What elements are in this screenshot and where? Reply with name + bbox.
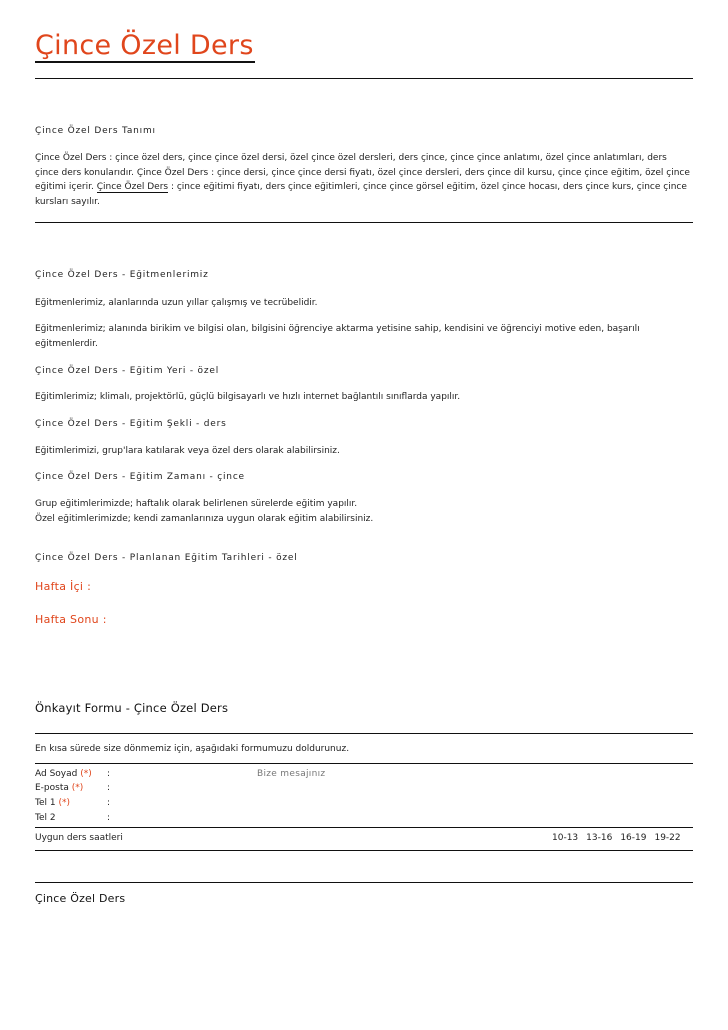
form-title: Önkayıt Formu - Çince Özel Ders xyxy=(35,701,229,715)
schedule-heading: Çince Özel Ders - Planlanan Eğitim Tarihleri - özel xyxy=(35,553,298,563)
place-text: Eğitimlerimiz; klimalı, projektörlü, güçlü bilgisayarlı ve hızlı internet bağlantılı sınıflarda yapılır. xyxy=(35,392,461,402)
divider xyxy=(35,78,693,79)
form-intro: En kısa sürede size dönmemiz için, aşağıdaki formumuzu doldurunuz. xyxy=(35,744,350,754)
tel2-label: Tel 2 xyxy=(35,813,56,823)
name-field[interactable] xyxy=(35,769,117,779)
colon: : xyxy=(107,769,111,779)
format-heading: Çince Özel Ders - Eğitim Şekli - ders xyxy=(35,419,227,429)
time-text-2: Özel eğitimlerimizde; kendi zamanlarınıza uygun olarak eğitim alabilirsiniz. xyxy=(35,514,374,524)
colon: : xyxy=(107,783,111,793)
trainers-text-2: Eğitmenlerimiz; alanında birikim ve bilgisi olan, bilgisini öğrenciye aktarma yetisine sahip, kendisini ve öğrenciyi motive eden, başarılı eğitmenlerdir. xyxy=(35,324,640,349)
colon: : xyxy=(107,798,111,808)
colon: : xyxy=(107,813,111,823)
divider xyxy=(35,763,693,764)
email-label: E-posta xyxy=(35,783,69,793)
definition-heading: Çince Özel Ders Tanımı xyxy=(35,126,156,136)
required-mark: (*) xyxy=(80,769,92,779)
required-mark: (*) xyxy=(58,798,70,808)
footer-title: Çince Özel Ders xyxy=(35,892,126,905)
required-mark: (*) xyxy=(71,783,84,793)
divider xyxy=(35,222,693,223)
hours-slots xyxy=(552,833,689,843)
definition-link[interactable]: Çince Özel Ders xyxy=(96,182,169,193)
format-text: Eğitimlerimizi, grup'lara katılarak veya özel ders olarak alabilirsiniz. xyxy=(35,446,340,456)
message-field[interactable]: Bize mesajınız xyxy=(257,769,326,779)
divider xyxy=(35,882,693,883)
slot-option[interactable]: 10-13 xyxy=(552,833,579,843)
divider xyxy=(35,850,693,851)
weekdays-label: Hafta İçi : xyxy=(35,580,92,593)
tel1-label: Tel 1 xyxy=(35,798,56,808)
slot-option[interactable]: 13-16 xyxy=(586,833,613,843)
trainers-text-1: Eğitmenlerimiz, alanlarında uzun yıllar çalışmış ve tecrübelidir. xyxy=(35,298,318,308)
name-label: Ad Soyad xyxy=(35,769,78,779)
slot-option[interactable]: 16-19 xyxy=(620,833,647,843)
time-heading: Çince Özel Ders - Eğitim Zamanı - çince xyxy=(35,472,245,482)
tel2-field[interactable] xyxy=(35,813,117,823)
slot-option[interactable]: 19-22 xyxy=(654,833,681,843)
email-field[interactable] xyxy=(35,783,117,793)
title-underline xyxy=(35,61,255,63)
definition-text-part: : çince eğitimi fiyatı, ders çince eğitimleri, çince çince görsel eğitim, özel çince hocası, ders çince kurs, çince çince kursları sayılır. xyxy=(35,182,687,208)
weekend-label: Hafta Sonu : xyxy=(35,613,107,626)
trainers-heading: Çince Özel Ders - Eğitmenlerimiz xyxy=(35,270,209,280)
time-text-1: Grup eğitimlerimizde; haftalık olarak belirlenen sürelerde eğitim yapılır. xyxy=(35,499,358,509)
divider xyxy=(35,733,693,734)
place-heading: Çince Özel Ders - Eğitim Yeri - özel xyxy=(35,366,220,376)
tel1-field[interactable] xyxy=(35,798,117,808)
page-title: Çince Özel Ders xyxy=(35,30,254,61)
divider xyxy=(35,827,693,828)
definition-text-part: Çince Özel Ders : çince özel ders, çince çince özel dersi, özel çince özel dersleri, ders çince, çince çince anlatımı, özel çince anlatımları, ders çince ders konularıdır. Çince Özel Ders : çince dersi, çince çince dersi fiyatı, özel çince dersleri, ders çince dil kursu, çince çince eğitim, özel çince eğitimi içerir. xyxy=(35,153,690,193)
definition-text xyxy=(35,151,693,210)
hours-label: Uygun ders saatleri xyxy=(35,833,123,843)
